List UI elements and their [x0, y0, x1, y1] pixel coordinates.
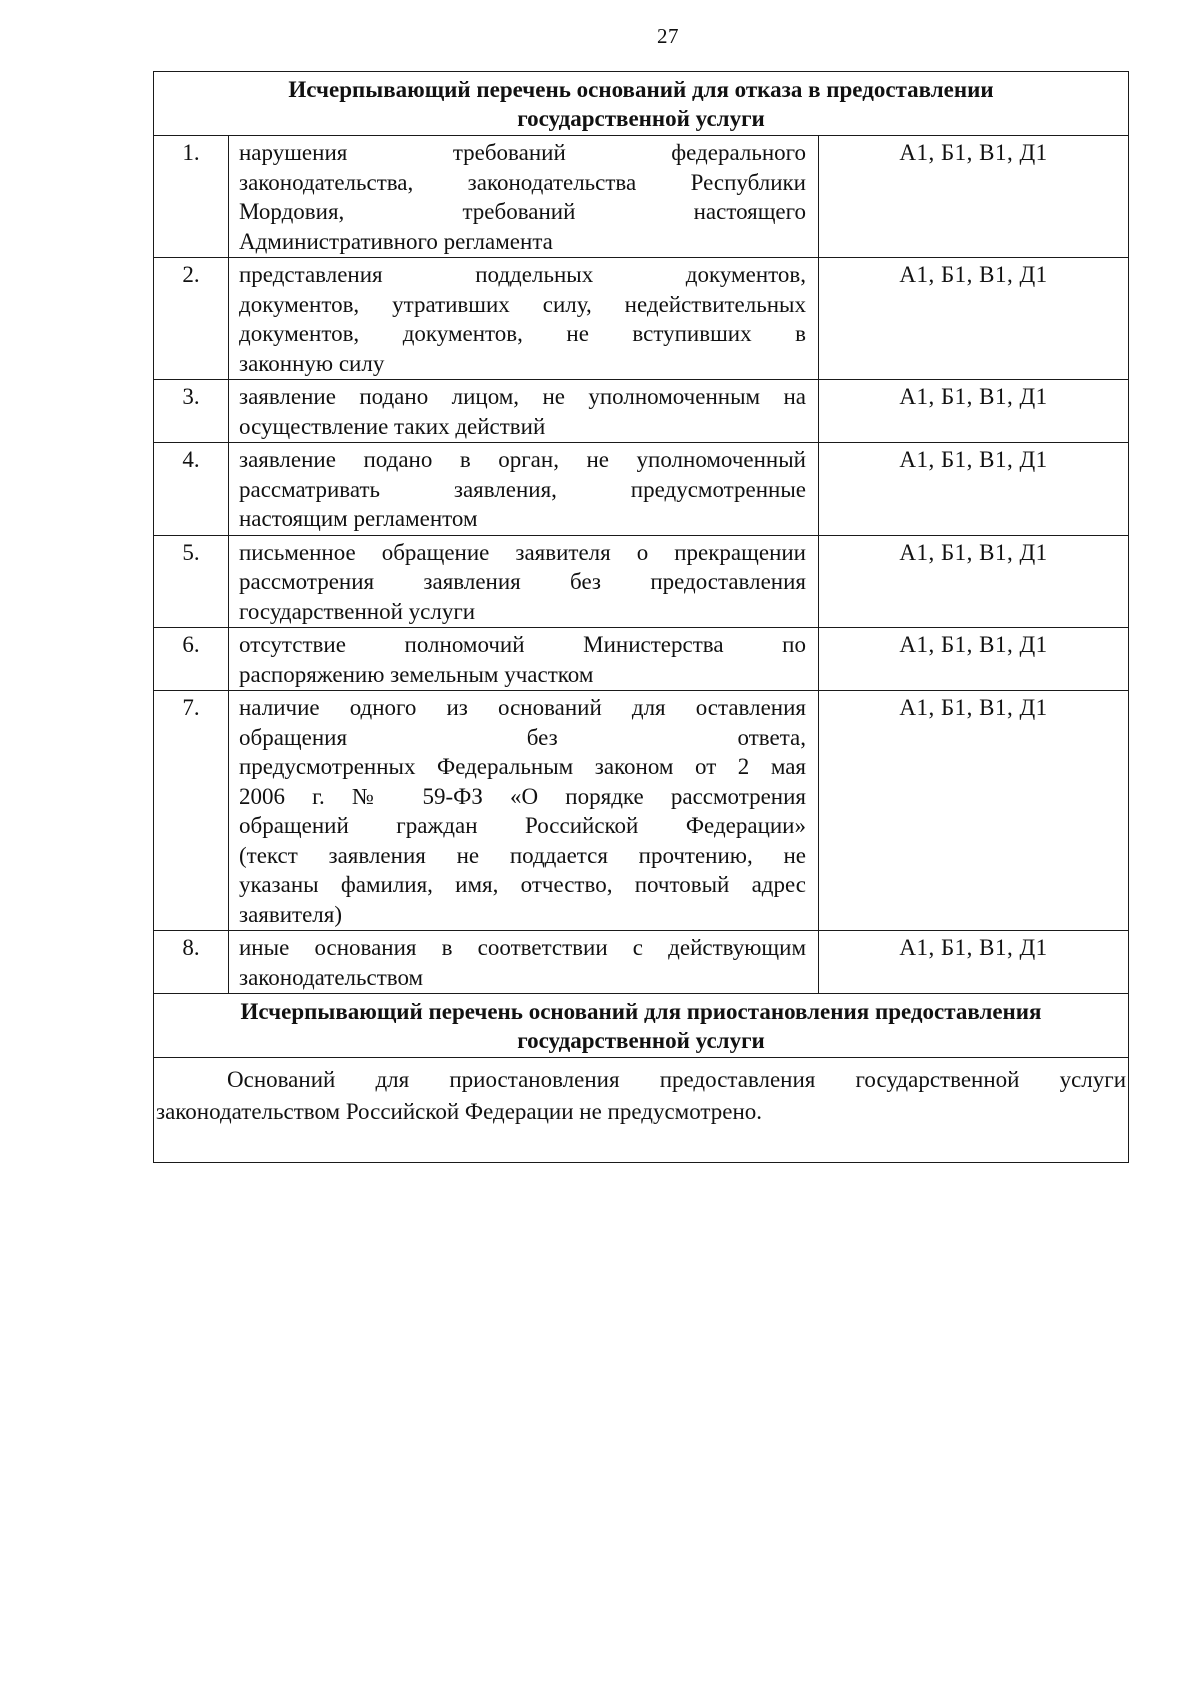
reason-text-line: предусмотренных Федеральным законом от 2 мая	[239, 754, 806, 779]
suspension-title-line2: государственной услуги	[517, 1028, 765, 1053]
reason-text-line: обращений граждан Российской Федерации»	[239, 813, 806, 838]
applicability-codes: А1, Б1, В1, Д1	[819, 380, 1129, 443]
suspension-section-title	[154, 994, 1129, 1058]
reason-text-line: заявителя)	[239, 901, 343, 927]
reason-text	[229, 443, 819, 536]
suspension-note-row	[154, 1058, 1129, 1163]
reason-text-line: распоряжению земельным участком	[239, 661, 594, 687]
suspension-note-line1: Оснований для приостановления предоставления государственной услуги	[227, 1067, 1127, 1092]
refusal-reason-row	[154, 535, 1129, 628]
reason-text-line: обращения без ответа,	[239, 724, 806, 750]
reason-text-line: письменное обращение заявителя о прекращении	[239, 539, 806, 565]
suspension-note	[154, 1058, 1129, 1163]
reason-text	[229, 136, 819, 258]
reason-text	[229, 258, 819, 380]
reason-text-line: документов, утративших силу, недействительных	[239, 291, 806, 317]
refusal-reason-row	[154, 380, 1129, 443]
row-number: 8.	[154, 931, 229, 994]
reason-text-line: Мордовия, требований настоящего	[239, 199, 806, 224]
reason-text-line: (текст заявления не поддается прочтению, не	[239, 842, 806, 868]
suspension-section-header-row	[154, 994, 1129, 1058]
refusal-reason-row	[154, 258, 1129, 380]
row-number: 7.	[154, 691, 229, 931]
reason-text-line: настоящим регламентом	[239, 506, 478, 531]
reason-text-line: рассмотрения заявления без предоставления	[239, 569, 806, 594]
refusal-section-header-row	[154, 72, 1129, 136]
refusal-section-title	[154, 72, 1129, 136]
applicability-codes: А1, Б1, В1, Д1	[819, 258, 1129, 380]
refusal-title-line1: Исчерпывающий перечень оснований для отказа в предоставлении	[288, 77, 994, 102]
reason-text-line: представления поддельных документов,	[239, 262, 806, 287]
row-number: 6.	[154, 628, 229, 691]
refusal-title-line2: государственной услуги	[517, 106, 765, 131]
reason-text-line: заявление подано лицом, не уполномоченным на	[239, 384, 806, 409]
reason-text	[229, 535, 819, 628]
reason-text	[229, 691, 819, 931]
reason-text	[229, 380, 819, 443]
page-number: 27	[657, 24, 679, 48]
reason-text	[229, 628, 819, 691]
refusal-reason-row	[154, 691, 1129, 931]
refusal-reason-row	[154, 628, 1129, 691]
reason-text-line: законодательством	[239, 964, 424, 990]
applicability-codes: А1, Б1, В1, Д1	[819, 136, 1129, 258]
reason-text-line: рассматривать заявления, предусмотренные	[239, 476, 806, 502]
row-number: 3.	[154, 380, 229, 443]
reason-text-line: осуществление таких действий	[239, 413, 546, 439]
reason-text	[229, 931, 819, 994]
reason-text-line: отсутствие полномочий Министерства по	[239, 632, 806, 657]
row-number: 4.	[154, 443, 229, 536]
reason-text-line: указаны фамилия, имя, отчество, почтовый адрес	[239, 872, 806, 897]
reason-text-line: законодательства, законодательства Республики	[239, 169, 806, 195]
row-number: 2.	[154, 258, 229, 380]
reason-text-line: законную силу	[239, 350, 385, 376]
reason-text-line: 2006 г. № 59-ФЗ «О порядке рассмотрения	[239, 783, 806, 809]
row-number: 5.	[154, 535, 229, 628]
applicability-codes: А1, Б1, В1, Д1	[819, 691, 1129, 931]
refusal-reason-row	[154, 443, 1129, 536]
reason-text-line: заявление подано в орган, не уполномоченный	[239, 447, 806, 472]
applicability-codes: А1, Б1, В1, Д1	[819, 443, 1129, 536]
reason-text-line: иные основания в соответствии с действующим	[239, 935, 806, 960]
reason-text-line: Административного регламента	[239, 228, 553, 254]
grounds-table	[153, 71, 1129, 1163]
reason-text-line: наличие одного из оснований для оставления	[239, 695, 806, 720]
reason-text-line: государственной услуги	[239, 598, 476, 624]
applicability-codes: А1, Б1, В1, Д1	[819, 931, 1129, 994]
applicability-codes: А1, Б1, В1, Д1	[819, 628, 1129, 691]
suspension-title-line1: Исчерпывающий перечень оснований для приостановления предоставления	[240, 999, 1042, 1024]
refusal-reason-row	[154, 931, 1129, 994]
reason-text-line: нарушения требований федерального	[239, 140, 806, 165]
applicability-codes: А1, Б1, В1, Д1	[819, 535, 1129, 628]
suspension-note-line2: законодательством Российской Федерации не предусмотрено.	[156, 1099, 763, 1124]
reason-text-line: документов, документов, не вступивших в	[239, 321, 806, 346]
refusal-reason-row	[154, 136, 1129, 258]
row-number: 1.	[154, 136, 229, 258]
